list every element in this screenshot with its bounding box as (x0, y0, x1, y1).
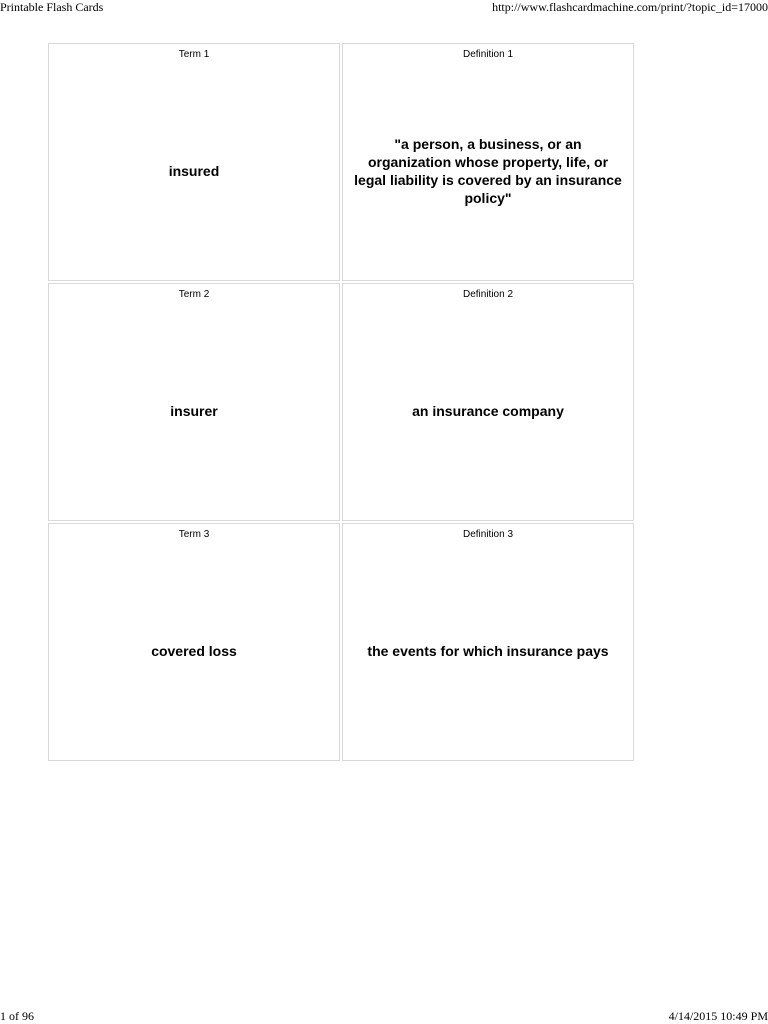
page-number: 1 of 96 (0, 1009, 34, 1023)
term-label: Term 3 (178, 529, 210, 540)
print-timestamp: 4/14/2015 10:49 PM (668, 1009, 768, 1023)
definition-label: Definition 3 (462, 529, 514, 540)
print-header (0, 0, 768, 14)
definition-card-1 (342, 43, 634, 281)
term-text: insurer (170, 403, 218, 419)
definition-label: Definition 1 (462, 49, 514, 60)
card-row-2 (48, 283, 635, 523)
print-footer (0, 1009, 768, 1023)
term-label: Term 1 (178, 49, 210, 60)
flash-card-grid (48, 43, 635, 763)
definition-text: the events for which insurance pays (367, 643, 609, 659)
term-card-2 (48, 283, 340, 521)
term-card-3 (48, 523, 340, 761)
card-row-3 (48, 523, 635, 763)
definition-text: "a person, a business, or an organization whose property, life, or legal liability is covered by an insurance policy" (354, 136, 622, 206)
term-label: Term 2 (178, 289, 210, 300)
definition-card-2 (342, 283, 634, 521)
definition-card-3 (342, 523, 634, 761)
term-card-1 (48, 43, 340, 281)
page-title: Printable Flash Cards (0, 0, 104, 14)
page-url: http://www.flashcardmachine.com/print/?topic_id=17000 (492, 0, 768, 14)
definition-label: Definition 2 (462, 289, 514, 300)
card-row-1 (48, 43, 635, 283)
term-text: insured (168, 163, 220, 179)
term-text: covered loss (151, 643, 237, 659)
definition-text: an insurance company (412, 403, 564, 419)
